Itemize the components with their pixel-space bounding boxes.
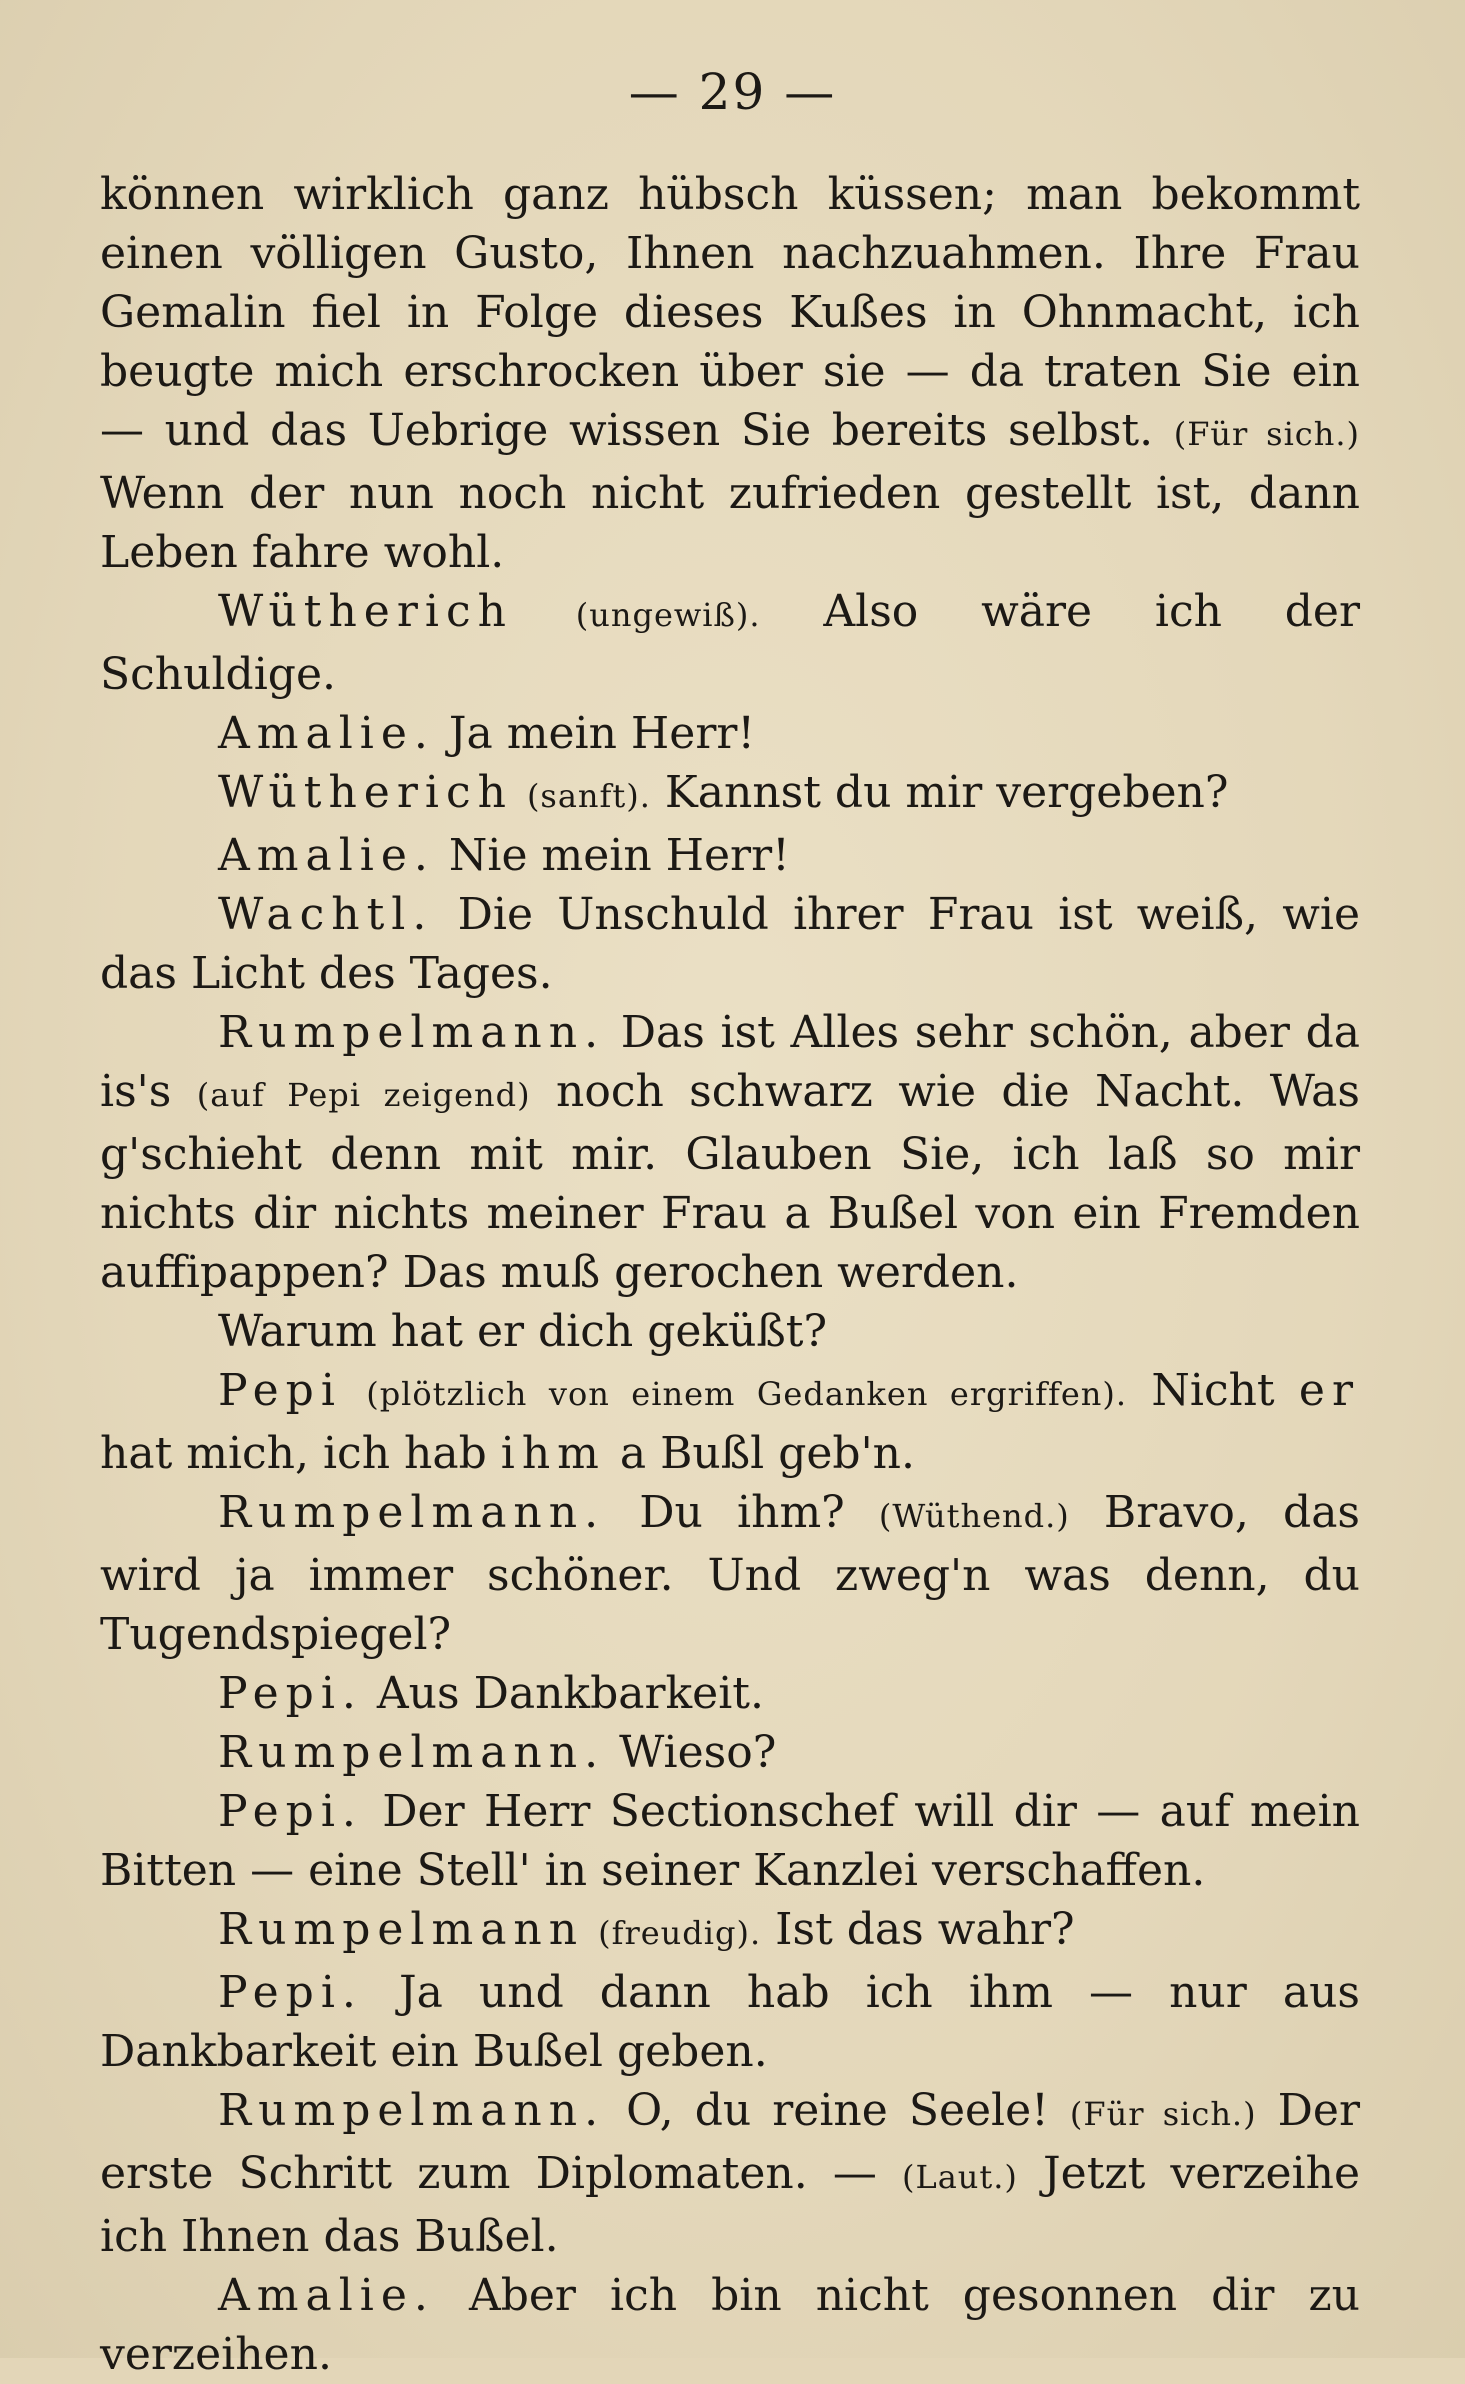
dialogue-text: können wirklich ganz hübsch küssen; man bekommt einen völligen Gusto, Ihnen nachzuahmen. Ihre Frau Gemalin fiel in Folge dieses Kußes in Ohnmacht, ich beugte mich erschrocken über sie — da traten Sie ein — und das Uebrige wissen Sie bereits selbst. <box>100 169 1360 456</box>
speaker-name: Amalie. <box>218 708 435 759</box>
text-paragraph <box>100 1483 1360 1664</box>
dialogue-text: Nie mein Herr! <box>434 830 790 881</box>
dialogue-text: Also wäre ich der Schuldige. <box>100 586 1360 700</box>
speaker-name: Wütherich <box>218 767 513 818</box>
dialogue-text <box>513 767 527 818</box>
text-paragraph <box>100 704 1360 763</box>
text-paragraph <box>100 1723 1360 1782</box>
speaker-name: Rumpelmann <box>218 1904 585 1955</box>
text-paragraph <box>100 763 1360 826</box>
dialogue-text: Nicht <box>1127 1365 1299 1416</box>
text-paragraph <box>100 1782 1360 1900</box>
speaker-name: er <box>1298 1365 1360 1416</box>
dialogue-text: Ja und dann hab ich ihm — nur aus Dankbarkeit ein Bußel geben. <box>100 1967 1360 2077</box>
page-number: — 29 — <box>628 63 837 121</box>
speaker-name: Wütherich <box>218 586 513 637</box>
dialogue-text <box>584 1904 598 1955</box>
dialogue-text: Der Herr Sectionschef will dir — auf mein Bitten — eine Stell' in seiner Kanzlei verschaffen. <box>100 1786 1360 1896</box>
dialogue-text <box>513 586 576 637</box>
dialogue-text: hat mich, ich hab <box>100 1428 501 1479</box>
dialogue-text: Wenn der nun noch nicht zufrieden gestellt ist, dann Leben fahre wohl. <box>100 468 1360 578</box>
stage-direction: (Für sich.) <box>1069 2095 1257 2133</box>
dialogue-text: noch schwarz wie die Nacht. Was g'schieht denn mit mir. Glauben Sie, ich laß so mir nichts dir nichts meiner Frau a Bußel von ein Fremden auffipappen? Das muß gerochen werden. <box>100 1066 1360 1298</box>
text-paragraph <box>100 885 1360 1003</box>
speaker-name: Rumpelmann. <box>218 2085 606 2136</box>
dialogue-text: Warum hat er dich geküßt? <box>218 1306 828 1357</box>
text-paragraph <box>100 1302 1360 1361</box>
dialogue-text: Du ihm? <box>605 1487 879 1538</box>
dialogue-text: Das ist Alles sehr schön, aber da is's <box>100 1007 1360 1117</box>
dialogue-text: Ist das wahr? <box>761 1904 1075 1955</box>
speaker-name: Rumpelmann. <box>218 1727 606 1778</box>
dialogue-text: Jetzt verzeihe ich Ihnen das Bußel. <box>100 2148 1361 2262</box>
play-text <box>100 165 1360 2384</box>
dialogue-text: Kannst du mir vergeben? <box>650 767 1229 818</box>
text-paragraph <box>100 826 1360 885</box>
stage-direction: (plötzlich von einem Gedanken ergriffen). <box>366 1375 1128 1413</box>
stage-direction: (Für sich.) <box>1173 415 1360 453</box>
text-paragraph <box>100 165 1360 582</box>
text-paragraph <box>100 1003 1360 1302</box>
speaker-name: ihm <box>500 1428 606 1479</box>
speaker-name: Rumpelmann. <box>218 1007 606 1058</box>
speaker-name: Amalie. <box>218 830 435 881</box>
text-paragraph <box>100 1361 1360 1483</box>
dialogue-text: Bravo, das wird ja immer schöner. Und zweg'n was denn, du Tugendspiegel? <box>100 1487 1361 1660</box>
speaker-name: Amalie. <box>218 2270 435 2321</box>
stage-direction: (sanft). <box>526 777 651 815</box>
speaker-name: Pepi <box>218 1365 342 1416</box>
dialogue-text: Der erste Schritt zum Diplomaten. — <box>100 2085 1361 2199</box>
text-paragraph <box>100 1963 1360 2081</box>
speaker-name: Pepi. <box>218 1668 363 1719</box>
dialogue-text: Die Unschuld ihrer Frau ist weiß, wie das Licht des Tages. <box>100 889 1360 999</box>
dialogue-text <box>342 1365 366 1416</box>
dialogue-text: Aber ich bin nicht gesonnen dir zu verzeihen. <box>100 2270 1360 2380</box>
speaker-name: Pepi. <box>218 1967 363 2018</box>
stage-direction: (freudig). <box>598 1914 762 1952</box>
dialogue-text: O, du reine Seele! <box>605 2085 1070 2136</box>
text-paragraph <box>100 2081 1360 2266</box>
speaker-name: Wachtl. <box>218 889 434 940</box>
text-paragraph <box>100 2266 1360 2384</box>
dialogue-text: Wieso? <box>605 1727 777 1778</box>
speaker-name: Rumpelmann. <box>218 1487 606 1538</box>
stage-direction: (ungewiß). <box>575 596 761 634</box>
stage-direction: (auf Pepi zeigend) <box>196 1076 531 1114</box>
stage-direction: (Laut.) <box>901 2158 1018 2196</box>
text-paragraph <box>100 582 1360 704</box>
dialogue-text: Ja mein Herr! <box>434 708 756 759</box>
speaker-name: Pepi. <box>218 1786 363 1837</box>
dialogue-text: a Bußl geb'n. <box>605 1428 916 1479</box>
text-paragraph <box>100 1900 1360 1963</box>
stage-direction: (Wüthend.) <box>878 1497 1070 1535</box>
text-paragraph <box>100 1664 1360 1723</box>
dialogue-text: Aus Dankbarkeit. <box>362 1668 764 1719</box>
